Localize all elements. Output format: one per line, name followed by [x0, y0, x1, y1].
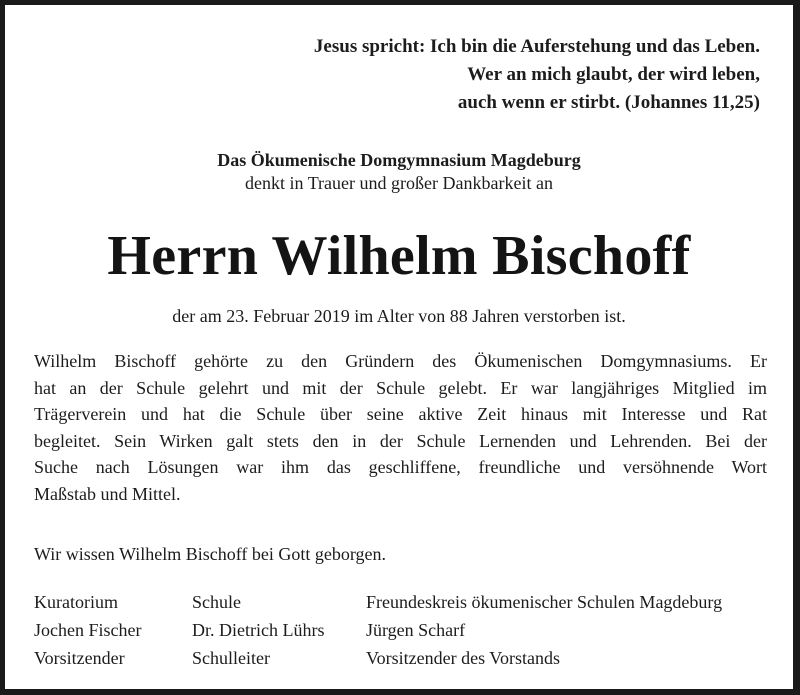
signatory-role: Vorsitzender	[34, 648, 125, 668]
deceased-name: Herrn Wilhelm Bischoff	[107, 225, 691, 287]
obituary-notice	[5, 5, 793, 689]
tribute-line-2: hat an der Schule gelehrt und mit der Schule gelebt. Er war langjähriges Mitglied im	[34, 377, 767, 398]
signatory-freundeskreis	[366, 588, 722, 672]
signatory-group: Freundeskreis ökumenischer Schulen Magdeburg	[366, 592, 723, 612]
bible-verse	[314, 33, 760, 117]
signatory-role: Vorsitzender des Vorstands	[366, 648, 560, 668]
signatory-kuratorium	[34, 588, 141, 672]
signatory-group: Kuratorium	[34, 592, 118, 612]
tribute-line-1: Wilhelm Bischoff gehörte zu den Gründern des Ökumenischen Domgymnasiums. Er	[34, 351, 767, 371]
tribute-line-5: Suche nach Lösungen war ihm das geschliffene, freundliche und versöhnende Wort	[34, 457, 767, 478]
intro-text: denkt in Trauer und großer Dankbarkeit an	[245, 173, 553, 193]
signatory-schule	[192, 588, 324, 672]
signatory-person: Dr. Dietrich Lührs	[192, 620, 325, 640]
verse-line-1: Jesus spricht: Ich bin die Auferstehung und das Leben.	[313, 36, 760, 57]
tribute-line-3: Trägerverein und hat die Schule über seine aktive Zeit hinaus mit Interesse und Rat	[34, 404, 767, 425]
tribute-line-6: Maßstab und Mittel.	[34, 483, 181, 504]
signatory-person: Jochen Fischer	[34, 620, 142, 640]
signatory-person: Jürgen Scharf	[366, 620, 466, 640]
signatory-role: Schulleiter	[192, 648, 270, 668]
death-notice: der am 23. Februar 2019 im Alter von 88 Jahren verstorben ist.	[172, 306, 626, 326]
verse-line-2: Wer an mich glaubt, der wird leben,	[467, 64, 760, 85]
tribute-line-4: begleitet. Sein Wirken galt stets den in der Schule Lernenden und Lehrenden. Bei der	[34, 430, 767, 451]
tribute-text	[34, 348, 767, 508]
organization-name: Das Ökumenische Domgymnasium Magdeburg	[217, 150, 581, 170]
closing-statement: Wir wissen Wilhelm Bischoff bei Gott geborgen.	[34, 544, 387, 564]
signatory-group: Schule	[192, 592, 241, 612]
verse-line-3: auch wenn er stirbt. (Johannes 11,25)	[457, 92, 760, 113]
